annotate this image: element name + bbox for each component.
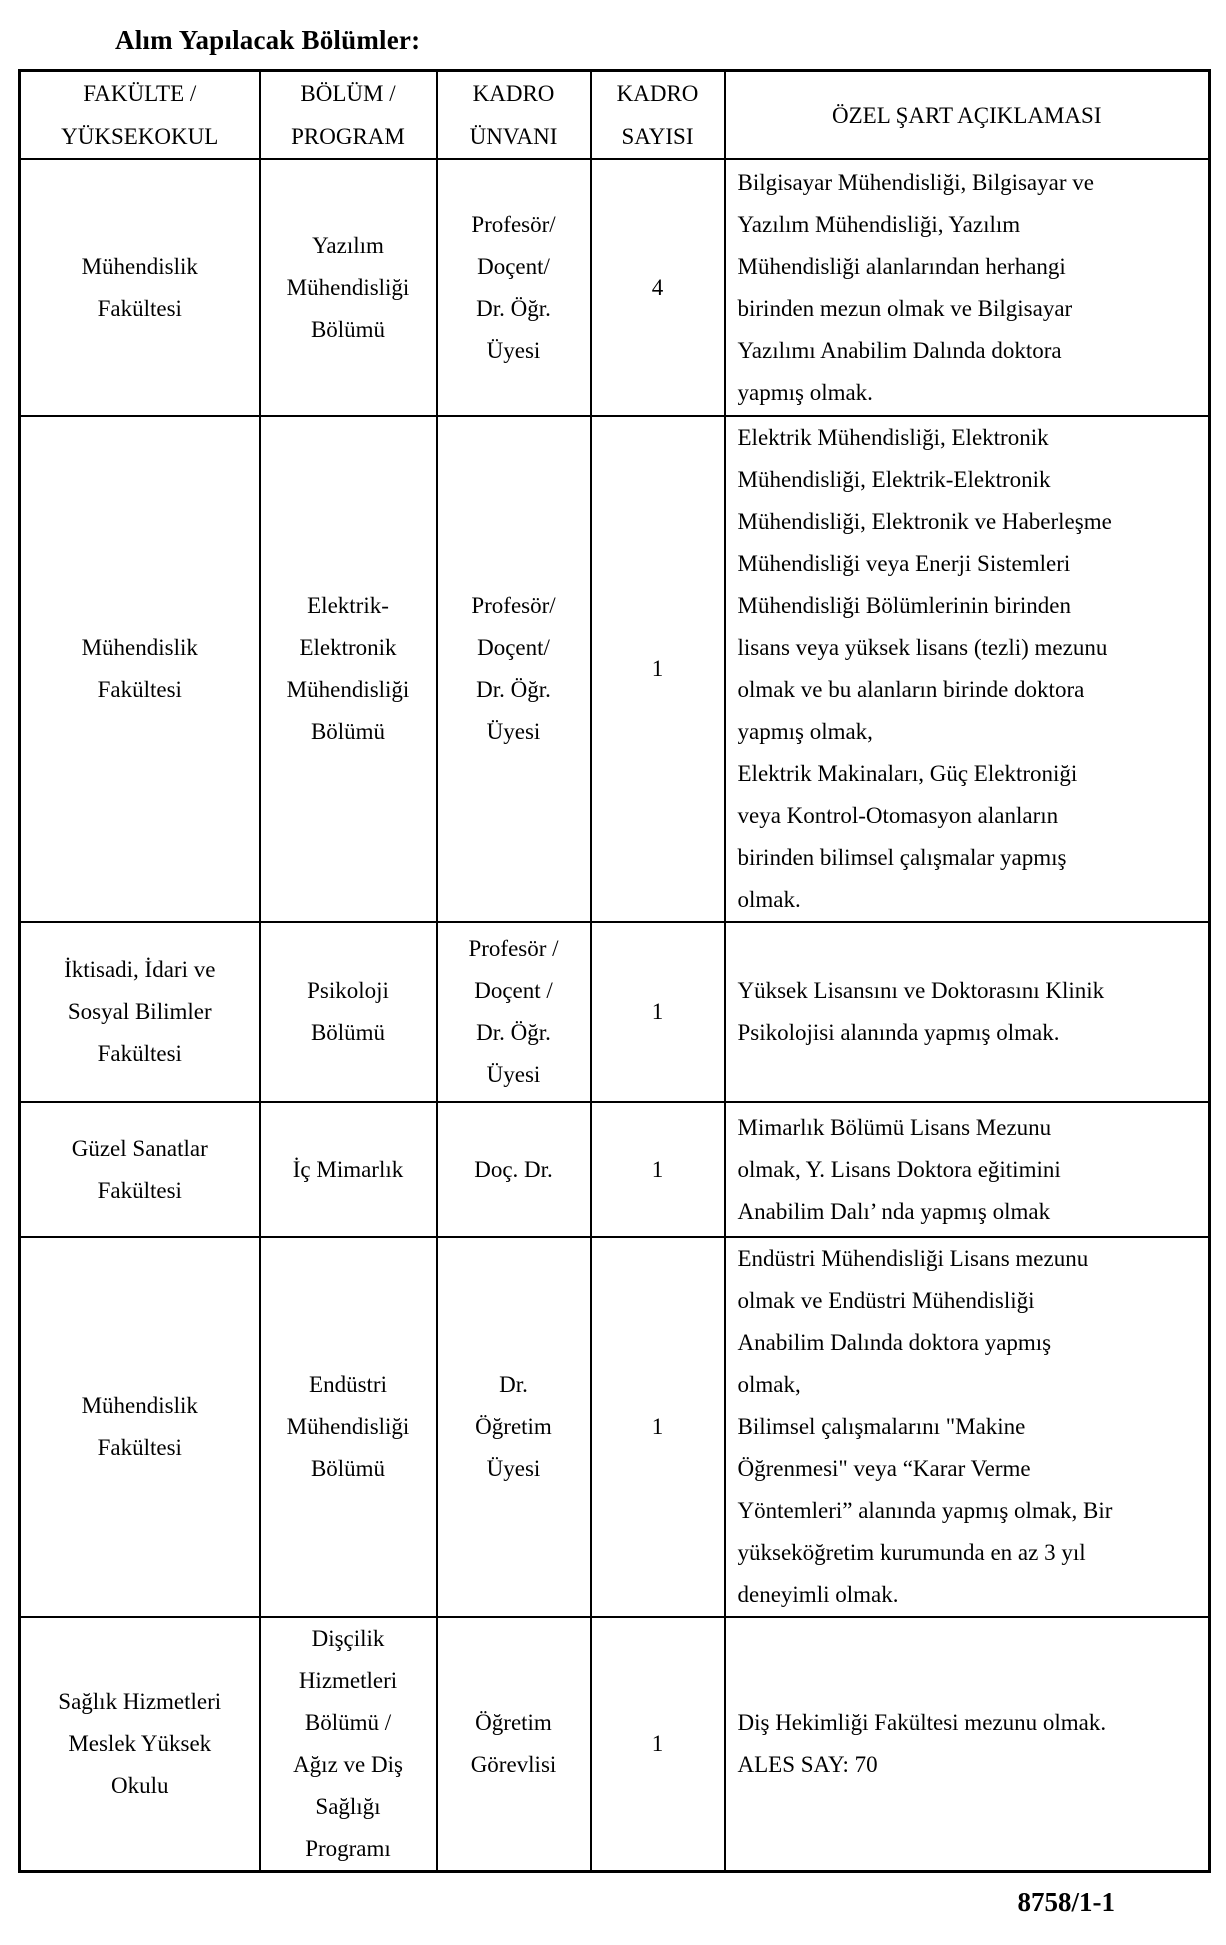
header-fakulte: FAKÜLTE / YÜKSEKOKUL <box>20 71 260 160</box>
fakulte-cell: İktisadi, İdari ve Sosyal Bilimler Fakültesi <box>20 922 260 1102</box>
unvan-cell: Profesör/ Doçent/ Dr. Öğr. Üyesi <box>437 159 591 416</box>
sayi-cell: 1 <box>591 1102 725 1237</box>
fakulte-cell: Sağlık Hizmetleri Meslek Yüksek Okulu <box>20 1617 260 1872</box>
bolum-cell: Endüstri Mühendisliği Bölümü <box>260 1237 437 1617</box>
unvan-cell: Profesör / Doçent / Dr. Öğr. Üyesi <box>437 922 591 1102</box>
table-header-row <box>20 71 1210 160</box>
sayi-cell: 1 <box>591 922 725 1102</box>
sart-cell: Bilgisayar Mühendisliği, Bilgisayar ve Yazılım Mühendisliği, Yazılım Mühendisliği alanlarından herhangi birinden mezun olmak ve Bilgisayar Yazılımı Anabilim Dalında doktora yapmış olmak. <box>725 159 1210 416</box>
bolum-cell: Dişçilik Hizmetleri Bölümü / Ağız ve Diş Sağlığı Programı <box>260 1617 437 1872</box>
table-row <box>20 159 1210 416</box>
page-title: Alım Yapılacak Bölümler: <box>115 25 421 55</box>
sayi-cell: 1 <box>591 1617 725 1872</box>
document-number: 8758/1-1 <box>1017 1887 1115 1917</box>
fakulte-cell: Mühendislik Fakültesi <box>20 159 260 416</box>
bolum-cell: İç Mimarlık <box>260 1102 437 1237</box>
bolum-cell: Yazılım Mühendisliği Bölümü <box>260 159 437 416</box>
unvan-cell: Doç. Dr. <box>437 1102 591 1237</box>
table-row <box>20 1237 1210 1617</box>
sart-cell: Yüksek Lisansını ve Doktorasını Klinik Psikolojisi alanında yapmış olmak. <box>725 922 1210 1102</box>
sayi-cell: 1 <box>591 416 725 922</box>
unvan-cell: Dr. Öğretim Üyesi <box>437 1237 591 1617</box>
header-sayi: KADRO SAYISI <box>591 71 725 160</box>
sart-cell: Endüstri Mühendisliği Lisans mezunu olmak ve Endüstri Mühendisliği Anabilim Dalında doktora yapmış olmak, Bilimsel çalışmalarını "Makine Öğrenmesi" veya “Karar Verme Yöntemleri” alanında yapmış olmak, Bir yükseköğretim kurumunda en az 3 yıl deneyimli olmak. <box>725 1237 1210 1617</box>
fakulte-cell: Mühendislik Fakültesi <box>20 1237 260 1617</box>
header-unvan: KADRO ÜNVANI <box>437 71 591 160</box>
sayi-cell: 4 <box>591 159 725 416</box>
fakulte-cell: Güzel Sanatlar Fakültesi <box>20 1102 260 1237</box>
sart-cell: Diş Hekimliği Fakültesi mezunu olmak. ALES SAY: 70 <box>725 1617 1210 1872</box>
fakulte-cell: Mühendislik Fakültesi <box>20 416 260 922</box>
table-row <box>20 1102 1210 1237</box>
unvan-cell: Profesör/ Doçent/ Dr. Öğr. Üyesi <box>437 416 591 922</box>
kadro-table <box>18 69 1211 1873</box>
table-row <box>20 1617 1210 1872</box>
sart-cell: Elektrik Mühendisliği, Elektronik Mühendisliği, Elektrik-Elektronik Mühendisliği, Elektronik ve Haberleşme Mühendisliği veya Enerji Sistemleri Mühendisliği Bölümlerinin birinden lisans veya yüksek lisans (tezli) mezunu olmak ve bu alanların birinde doktora yapmış olmak, Elektrik Makinaları, Güç Elektroniği veya Kontrol-Otomasyon alanların birinden bilimsel çalışmalar yapmış olmak. <box>725 416 1210 922</box>
bolum-cell: Elektrik- Elektronik Mühendisliği Bölümü <box>260 416 437 922</box>
sart-cell: Mimarlık Bölümü Lisans Mezunu olmak, Y. Lisans Doktora eğitimini Anabilim Dalı’ nda yapmış olmak <box>725 1102 1210 1237</box>
header-sart: ÖZEL ŞART AÇIKLAMASI <box>725 71 1210 160</box>
sayi-cell: 1 <box>591 1237 725 1617</box>
unvan-cell: Öğretim Görevlisi <box>437 1617 591 1872</box>
table-row <box>20 922 1210 1102</box>
bolum-cell: Psikoloji Bölümü <box>260 922 437 1102</box>
table-row <box>20 416 1210 922</box>
header-bolum: BÖLÜM / PROGRAM <box>260 71 437 160</box>
